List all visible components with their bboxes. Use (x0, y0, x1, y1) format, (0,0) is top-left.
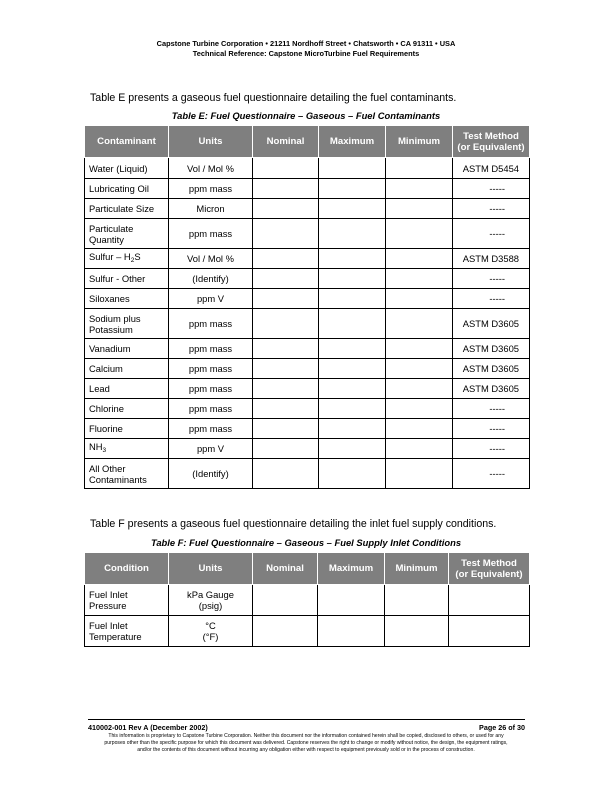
nominal-cell (253, 616, 318, 647)
test-method-cell (453, 309, 530, 339)
maximum-cell (318, 616, 385, 647)
units-value: ppm V (196, 293, 225, 304)
contaminant-cell (85, 339, 169, 359)
nominal-cell (253, 399, 319, 419)
nominal-cell (253, 199, 319, 219)
header-test-method (449, 553, 530, 585)
units-cell (169, 585, 253, 616)
header-test-method-l1: Test Method (463, 130, 519, 142)
contaminant-name: All Other (89, 462, 126, 474)
table-row (85, 379, 530, 399)
nominal-cell (253, 289, 319, 309)
contaminant-name: Chlorine (89, 403, 124, 414)
contaminant-cell (85, 459, 169, 489)
contaminant-cell (85, 249, 169, 269)
caption-table-e: Table E: Fuel Questionnaire – Gaseous – Fuel Contaminants (171, 110, 441, 121)
units-value: ppm mass (188, 363, 233, 374)
test-method-value: ----- (489, 293, 505, 304)
units-value: ppm mass (188, 228, 233, 239)
units-cell (169, 616, 253, 647)
contaminant-name: Particulate Size (89, 203, 155, 214)
minimum-cell (386, 379, 453, 399)
table-row (85, 158, 530, 179)
minimum-cell (386, 179, 453, 199)
test-method-cell (453, 289, 530, 309)
contaminant-name: Lubricating Oil (89, 183, 149, 194)
header-title-line: Technical Reference: Capstone MicroTurbine Fuel Requirements (192, 49, 420, 58)
units-value: ppm mass (188, 383, 233, 394)
footer-legal-line-3: and/or the contents of this document without incurring any obligation either with respect to equipment previously sold or in the process of construction. (137, 747, 475, 754)
minimum-cell (385, 616, 449, 647)
units-value: ppm V (196, 443, 225, 454)
maximum-cell (319, 379, 386, 399)
minimum-cell (386, 459, 453, 489)
header-minimum: Minimum (385, 553, 449, 585)
footer-divider (88, 719, 525, 720)
units-value: ppm mass (188, 343, 233, 354)
minimum-cell (386, 419, 453, 439)
table-f-supply-conditions (84, 552, 530, 647)
maximum-cell (318, 585, 385, 616)
test-method-value: ASTM D3605 (462, 363, 519, 374)
nominal-cell (253, 585, 318, 616)
condition-name: Fuel Inlet (89, 589, 128, 600)
table-row (85, 616, 530, 647)
minimum-cell (386, 249, 453, 269)
header-minimum: Minimum (386, 126, 453, 158)
test-method-cell (449, 616, 530, 647)
units-value-line2: (psig) (198, 600, 223, 611)
test-method-value: ASTM D3605 (462, 383, 519, 394)
intro-table-f: Table F presents a gaseous fuel questionnaire detailing the inlet fuel supply conditions. (90, 518, 497, 530)
header-maximum: Maximum (318, 553, 385, 585)
contaminant-name: Particulate (89, 222, 134, 234)
test-method-value: ----- (489, 403, 505, 414)
maximum-cell (319, 199, 386, 219)
table-row (85, 585, 530, 616)
contaminant-subscript: 3 (102, 447, 107, 454)
header-condition: Condition (85, 553, 169, 585)
table-row (85, 249, 530, 269)
minimum-cell (385, 585, 449, 616)
units-cell (169, 289, 253, 309)
condition-name-line2: Temperature (89, 631, 142, 642)
contaminant-cell (85, 158, 169, 179)
test-method-value: ----- (489, 423, 505, 434)
test-method-cell (453, 399, 530, 419)
minimum-cell (386, 399, 453, 419)
units-cell (169, 179, 253, 199)
contaminant-cell (85, 269, 169, 289)
table-row (85, 179, 530, 199)
test-method-value: ----- (489, 273, 505, 284)
table-e-header-row (85, 126, 530, 158)
units-cell (169, 339, 253, 359)
footer-legal-line-1: This information is proprietary to Capstone Turbine Corporation. Neither this document nor the information contained herein shall be copied, disclosed to others, or used for any (108, 733, 504, 739)
table-row (85, 419, 530, 439)
nominal-cell (253, 179, 319, 199)
condition-name-line2: Pressure (89, 600, 127, 611)
contaminant-name-line2: Contaminants (89, 473, 147, 485)
contaminant-cell (85, 419, 169, 439)
maximum-cell (319, 269, 386, 289)
header-units: Units (169, 553, 253, 585)
header-units: Units (169, 126, 253, 158)
header-maximum: Maximum (319, 126, 386, 158)
minimum-cell (386, 339, 453, 359)
contaminant-name: Sulfur – H (89, 251, 131, 262)
maximum-cell (319, 158, 386, 179)
table-f-header-row (85, 553, 530, 585)
test-method-value: ASTM D5454 (462, 162, 519, 174)
table-e-contaminants (84, 125, 530, 489)
footer-legal-line-2: purposes other than the specific purpose for which this document was delivered. Capstone reserves the right to change or modify without notice, the design, the equipment ratings, (104, 740, 508, 747)
maximum-cell (319, 419, 386, 439)
contaminant-name-line2: Quantity (89, 233, 124, 245)
maximum-cell (319, 179, 386, 199)
page-header (0, 39, 612, 59)
test-method-cell (453, 379, 530, 399)
units-value: ppm mass (188, 318, 233, 329)
header-test-method-l2: (or Equivalent) (457, 141, 525, 153)
units-value: °C (205, 620, 216, 631)
units-cell (169, 219, 253, 249)
test-method-cell (453, 199, 530, 219)
condition-cell (85, 585, 169, 616)
nominal-cell (253, 158, 319, 179)
maximum-cell (319, 339, 386, 359)
units-value: Micron (196, 203, 225, 214)
contaminant-cell (85, 359, 169, 379)
condition-name: Fuel Inlet (89, 620, 128, 631)
header-test-method-l2: (or Equivalent) (455, 568, 523, 580)
table-row (85, 439, 530, 459)
header-test-method-l1: Test Method (461, 557, 517, 569)
contaminant-cell (85, 219, 169, 249)
units-value: ppm mass (188, 183, 233, 194)
test-method-cell (453, 459, 530, 489)
table-row (85, 459, 530, 489)
units-cell (169, 249, 253, 269)
minimum-cell (386, 439, 453, 459)
test-method-cell (449, 585, 530, 616)
header-nominal: Nominal (253, 126, 319, 158)
maximum-cell (319, 289, 386, 309)
table-row (85, 289, 530, 309)
header-nominal: Nominal (253, 553, 318, 585)
contaminant-name-tail: S (134, 251, 141, 262)
test-method-cell (453, 269, 530, 289)
table-row (85, 399, 530, 419)
test-method-value: ----- (489, 443, 505, 454)
test-method-value: ASTM D3605 (462, 318, 519, 329)
maximum-cell (319, 439, 386, 459)
units-cell (169, 399, 253, 419)
contaminant-cell (85, 289, 169, 309)
units-value: kPa Gauge (187, 589, 234, 600)
contaminant-name: Sodium plus (89, 312, 141, 324)
table-row (85, 199, 530, 219)
test-method-cell (453, 419, 530, 439)
test-method-cell (453, 158, 530, 179)
test-method-value: ----- (489, 468, 505, 479)
test-method-value: ASTM D3588 (462, 253, 519, 264)
table-row (85, 339, 530, 359)
test-method-cell (453, 359, 530, 379)
test-method-value: ----- (489, 228, 505, 239)
maximum-cell (319, 359, 386, 379)
units-value: Vol / Mol % (187, 162, 234, 174)
header-test-method (453, 126, 530, 158)
maximum-cell (319, 219, 386, 249)
units-cell (169, 309, 253, 339)
footer-doc-id: 410002-001 Rev A (December 2002) (88, 723, 208, 732)
contaminant-name: Siloxanes (89, 293, 130, 304)
test-method-cell (453, 249, 530, 269)
header-company-line: Capstone Turbine Corporation • 21211 Nordhoff Street • Chatsworth • CA 91311 • USA (156, 39, 456, 48)
header-contaminant: Contaminant (85, 126, 169, 158)
units-cell (169, 439, 253, 459)
maximum-cell (319, 459, 386, 489)
minimum-cell (386, 219, 453, 249)
contaminant-name: NH (89, 441, 103, 452)
minimum-cell (386, 199, 453, 219)
units-cell (169, 359, 253, 379)
nominal-cell (253, 249, 319, 269)
contaminant-subscript: 2 (130, 257, 135, 264)
units-value: ppm mass (188, 423, 233, 434)
contaminant-name: Lead (89, 383, 110, 394)
minimum-cell (386, 158, 453, 179)
nominal-cell (253, 339, 319, 359)
intro-table-e: Table E presents a gaseous fuel questionnaire detailing the fuel contaminants. (90, 92, 457, 104)
condition-cell (85, 616, 169, 647)
nominal-cell (253, 419, 319, 439)
maximum-cell (319, 309, 386, 339)
nominal-cell (253, 269, 319, 289)
caption-table-f: Table F: Fuel Questionnaire – Gaseous – Fuel Supply Inlet Conditions (150, 537, 462, 548)
units-value: (Identify) (192, 468, 229, 479)
minimum-cell (386, 309, 453, 339)
contaminant-cell (85, 309, 169, 339)
test-method-cell (453, 439, 530, 459)
contaminant-cell (85, 179, 169, 199)
test-method-cell (453, 179, 530, 199)
maximum-cell (319, 399, 386, 419)
contaminant-cell (85, 399, 169, 419)
contaminant-cell (85, 379, 169, 399)
contaminant-name-line2: Potassium (89, 323, 133, 335)
units-cell (169, 419, 253, 439)
nominal-cell (253, 219, 319, 249)
nominal-cell (253, 359, 319, 379)
table-row (85, 359, 530, 379)
test-method-value: ASTM D3605 (462, 343, 519, 354)
units-value: Vol / Mol % (187, 253, 234, 264)
nominal-cell (253, 379, 319, 399)
nominal-cell (253, 309, 319, 339)
nominal-cell (253, 459, 319, 489)
minimum-cell (386, 269, 453, 289)
maximum-cell (319, 249, 386, 269)
contaminant-cell (85, 439, 169, 459)
units-value: (Identify) (192, 273, 229, 284)
contaminant-name: Calcium (89, 363, 123, 374)
contaminant-name: Fluorine (89, 423, 123, 434)
units-cell (169, 158, 253, 179)
table-row (85, 269, 530, 289)
minimum-cell (386, 359, 453, 379)
units-cell (169, 269, 253, 289)
units-value: ppm mass (188, 403, 233, 414)
footer-legal-notice (60, 733, 552, 755)
minimum-cell (386, 289, 453, 309)
units-value-line2: (°F) (202, 631, 219, 642)
table-row (85, 309, 530, 339)
units-cell (169, 379, 253, 399)
test-method-cell (453, 219, 530, 249)
units-cell (169, 459, 253, 489)
test-method-value: ----- (489, 203, 505, 214)
contaminant-cell (85, 199, 169, 219)
contaminant-name: Sulfur - Other (89, 273, 146, 284)
table-row (85, 219, 530, 249)
nominal-cell (253, 439, 319, 459)
test-method-value: ----- (489, 183, 505, 194)
contaminant-name: Water (Liquid) (89, 162, 148, 174)
units-cell (169, 199, 253, 219)
footer-page-number: Page 26 of 30 (479, 723, 525, 732)
test-method-cell (453, 339, 530, 359)
contaminant-name: Vanadium (89, 343, 131, 354)
